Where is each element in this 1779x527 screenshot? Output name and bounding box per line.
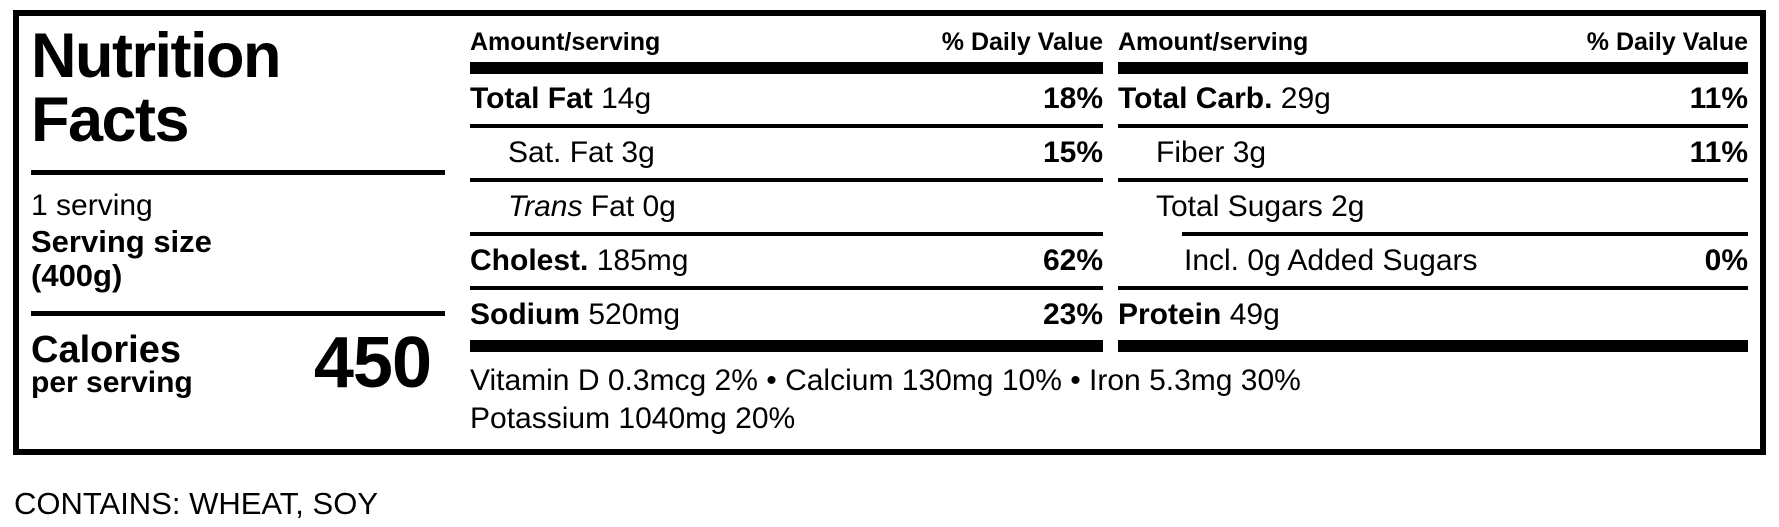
label-title-line2: Facts: [31, 85, 189, 155]
header-separator-bar: [1118, 62, 1748, 74]
nutrient-name-amount: Total Fat 14g: [470, 82, 652, 115]
nutrient-row-sodium: [470, 290, 1103, 340]
serving-size-label: Serving size: [31, 224, 212, 259]
left-divider-rule: [31, 170, 445, 175]
nutrient-row-sat-fat: [470, 128, 1103, 178]
nutrient-name-amount: Incl. 0g Added Sugars: [1184, 244, 1478, 277]
nutrient-name-amount: Trans Fat 0g: [508, 190, 676, 223]
column-header-dv: % Daily Value: [1586, 28, 1748, 56]
nutrient-columns: [470, 22, 1748, 352]
nutrient-name-amount: Fiber 3g: [1156, 136, 1267, 169]
nutrient-row-total-fat: [470, 74, 1103, 124]
daily-value: 23%: [1042, 298, 1103, 331]
nutrient-name-amount: Total Carb. 29g: [1118, 82, 1331, 115]
column-header-amount: Amount/serving: [1118, 28, 1309, 56]
micronutrients-footnote: [470, 362, 1748, 438]
calories-sublabel: per serving: [31, 366, 193, 399]
nutrient-row-added-sugars: [1118, 236, 1748, 286]
nutrient-name-amount: Cholest. 185mg: [470, 244, 689, 277]
column-header-dv: % Daily Value: [941, 28, 1103, 56]
label-title-line1: Nutrition: [31, 21, 280, 91]
bottom-separator-bar: [1118, 340, 1748, 352]
nutrient-row-cholesterol: [470, 236, 1103, 286]
nutrition-facts-label: [13, 10, 1766, 455]
nutrient-name-amount: Sat. Fat 3g: [508, 136, 655, 169]
column-header-amount: Amount/serving: [470, 28, 661, 56]
daily-value: 62%: [1042, 244, 1103, 277]
calories-section: [31, 323, 445, 403]
daily-value: 11%: [1689, 82, 1748, 115]
column-header: [1118, 22, 1748, 62]
label-title: [31, 21, 445, 155]
servings-per-container: 1 serving: [31, 189, 153, 222]
nutrient-name-amount: Protein 49g: [1118, 298, 1280, 331]
daily-value: 11%: [1689, 136, 1748, 169]
column-header: [470, 22, 1103, 62]
header-separator-bar: [470, 62, 1103, 74]
calories-label-block: [31, 329, 193, 399]
nutrient-row-total-carb: [1118, 74, 1748, 124]
nutrient-rows-right: [1118, 74, 1748, 340]
left-divider-rule: [31, 311, 445, 316]
daily-value: 18%: [1042, 82, 1103, 115]
nutrient-row-fiber: [1118, 128, 1748, 178]
calories-value: 450: [313, 323, 431, 403]
nutrient-row-protein: [1118, 290, 1748, 340]
calories-label: Calories: [31, 329, 181, 371]
nutrient-column-left: [470, 22, 1103, 352]
bottom-separator-bar: [470, 340, 1103, 352]
label-info-column: [31, 21, 445, 403]
nutrient-rows-left: [470, 74, 1103, 340]
nutrient-table: [445, 22, 1748, 438]
daily-value: 0%: [1704, 244, 1748, 277]
nutrient-row-total-sugars: [1118, 182, 1748, 232]
allergen-statement: CONTAINS: WHEAT, SOY: [14, 486, 378, 521]
nutrient-name-amount: Total Sugars 2g: [1156, 190, 1365, 223]
nutrient-name-amount: Sodium 520mg: [470, 298, 681, 331]
nutrient-row-trans-fat: [470, 182, 1103, 232]
micronutrients-line1: Vitamin D 0.3mcg 2% • Calcium 130mg 10% • Iron 5.3mg 30%: [470, 364, 1301, 397]
micronutrients-line2: Potassium 1040mg 20%: [470, 402, 796, 435]
serving-size-value: (400g): [31, 258, 123, 293]
nutrient-column-right: [1118, 22, 1748, 352]
daily-value: 15%: [1042, 136, 1103, 169]
